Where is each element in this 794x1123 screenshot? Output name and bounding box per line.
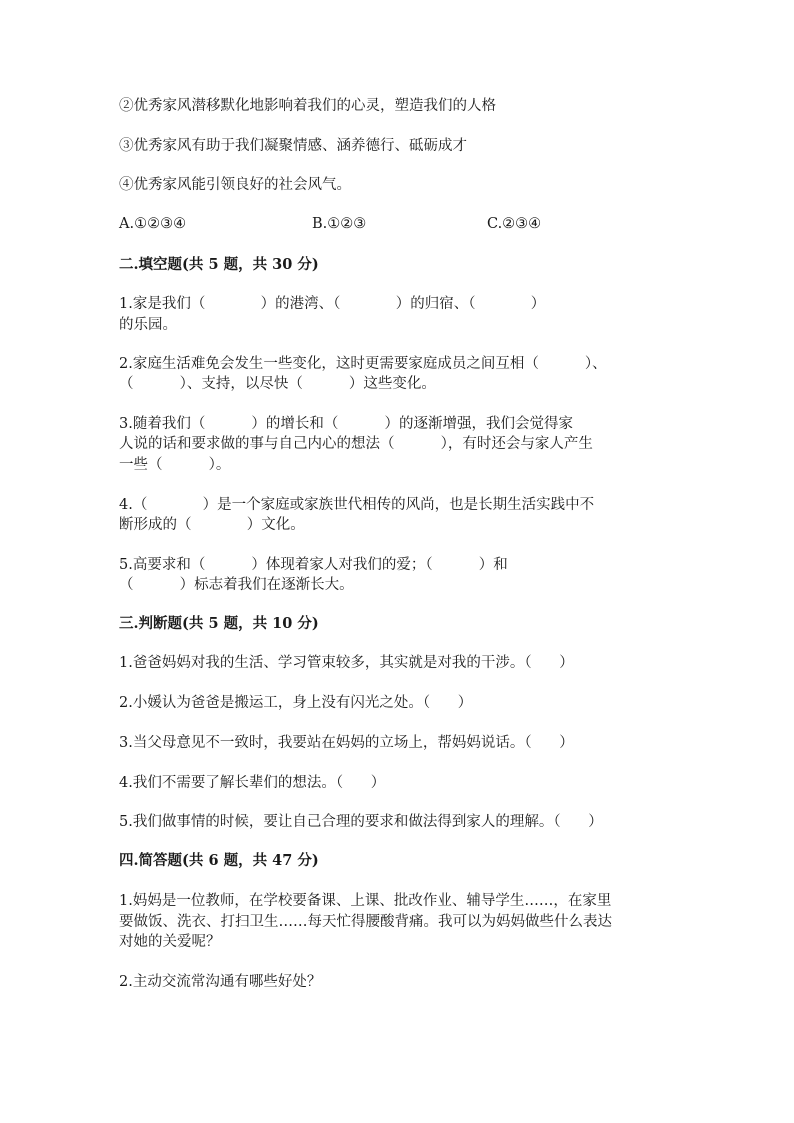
line-item-4: ④优秀家风能引领良好的社会风气。 bbox=[119, 177, 351, 193]
judge-q1: 1.爸爸妈妈对我的生活、学习管束较多，其实就是对我的干涉。（ ） bbox=[119, 655, 574, 671]
fill-q5-line1: 5.高要求和（ ）体现着家人对我们的爱；（ ）和 bbox=[119, 557, 508, 573]
option-c: C.②③④ bbox=[487, 216, 542, 232]
fill-q4-line1: 4.（ ）是一个家庭或家族世代相传的风尚，也是长期生活实践中不 bbox=[119, 497, 595, 513]
fill-q3-line3: 一些（ ）。 bbox=[119, 457, 231, 473]
short-q1-line3: 对她的关爱呢？ bbox=[119, 934, 221, 950]
short-q2: 2.主动交流常沟通有哪些好处？ bbox=[119, 974, 322, 990]
fill-q3-line2: 人说的话和要求做的事与自己内心的想法（ ），有时还会与家人产生 bbox=[119, 436, 593, 452]
fill-q5-line2: （ ）标志着我们在逐渐长大。 bbox=[119, 577, 354, 593]
line-item-3: ③优秀家风有助于我们凝聚情感、涵养德行、砥砺成才 bbox=[119, 138, 467, 154]
section-heading-fill-blank: 二.填空题(共 5 题，共 30 分) bbox=[119, 256, 319, 273]
judge-q2: 2.小媛认为爸爸是搬运工，身上没有闪光之处。（ ） bbox=[119, 695, 473, 711]
section-heading-short-answer: 四.简答题(共 6 题，共 47 分) bbox=[119, 852, 319, 869]
fill-q1-line2: 的乐园。 bbox=[119, 317, 177, 333]
option-a: A.①②③④ bbox=[119, 216, 187, 232]
judge-q4: 4.我们不需要了解长辈们的想法。（ ） bbox=[119, 775, 386, 791]
fill-q3-line1: 3.随着我们（ ）的增长和（ ）的逐渐增强，我们会觉得家 bbox=[119, 416, 574, 432]
judge-q3: 3.当父母意见不一致时，我要站在妈妈的立场上，帮妈妈说话。（ ） bbox=[119, 735, 574, 751]
short-q1-line1: 1.妈妈是一位教师，在学校要备课、上课、批改作业、辅导学生……，在家里 bbox=[119, 893, 612, 909]
short-q1-line2: 要做饭、洗衣、打扫卫生……每天忙得腰酸背痛。我可以为妈妈做些什么表达 bbox=[119, 914, 612, 930]
fill-q1-line1: 1.家是我们（ ）的港湾、（ ）的归宿、（ ） bbox=[119, 296, 546, 312]
option-b: B.①②③ bbox=[312, 216, 367, 232]
line-item-2: ②优秀家风潜移默化地影响着我们的心灵，塑造我们的人格 bbox=[119, 98, 496, 114]
fill-q4-line2: 断形成的（ ）文化。 bbox=[119, 517, 305, 533]
fill-q2-line1: 2.家庭生活难免会发生一些变化，这时更需要家庭成员之间互相（ ）、 bbox=[119, 356, 607, 372]
judge-q5: 5.我们做事情的时候，要让自己合理的要求和做法得到家人的理解。（ ） bbox=[119, 814, 603, 830]
section-heading-judgment: 三.判断题(共 5 题，共 10 分) bbox=[119, 615, 319, 632]
fill-q2-line2: （ ）、支持，以尽快（ ）这些变化。 bbox=[119, 376, 436, 392]
